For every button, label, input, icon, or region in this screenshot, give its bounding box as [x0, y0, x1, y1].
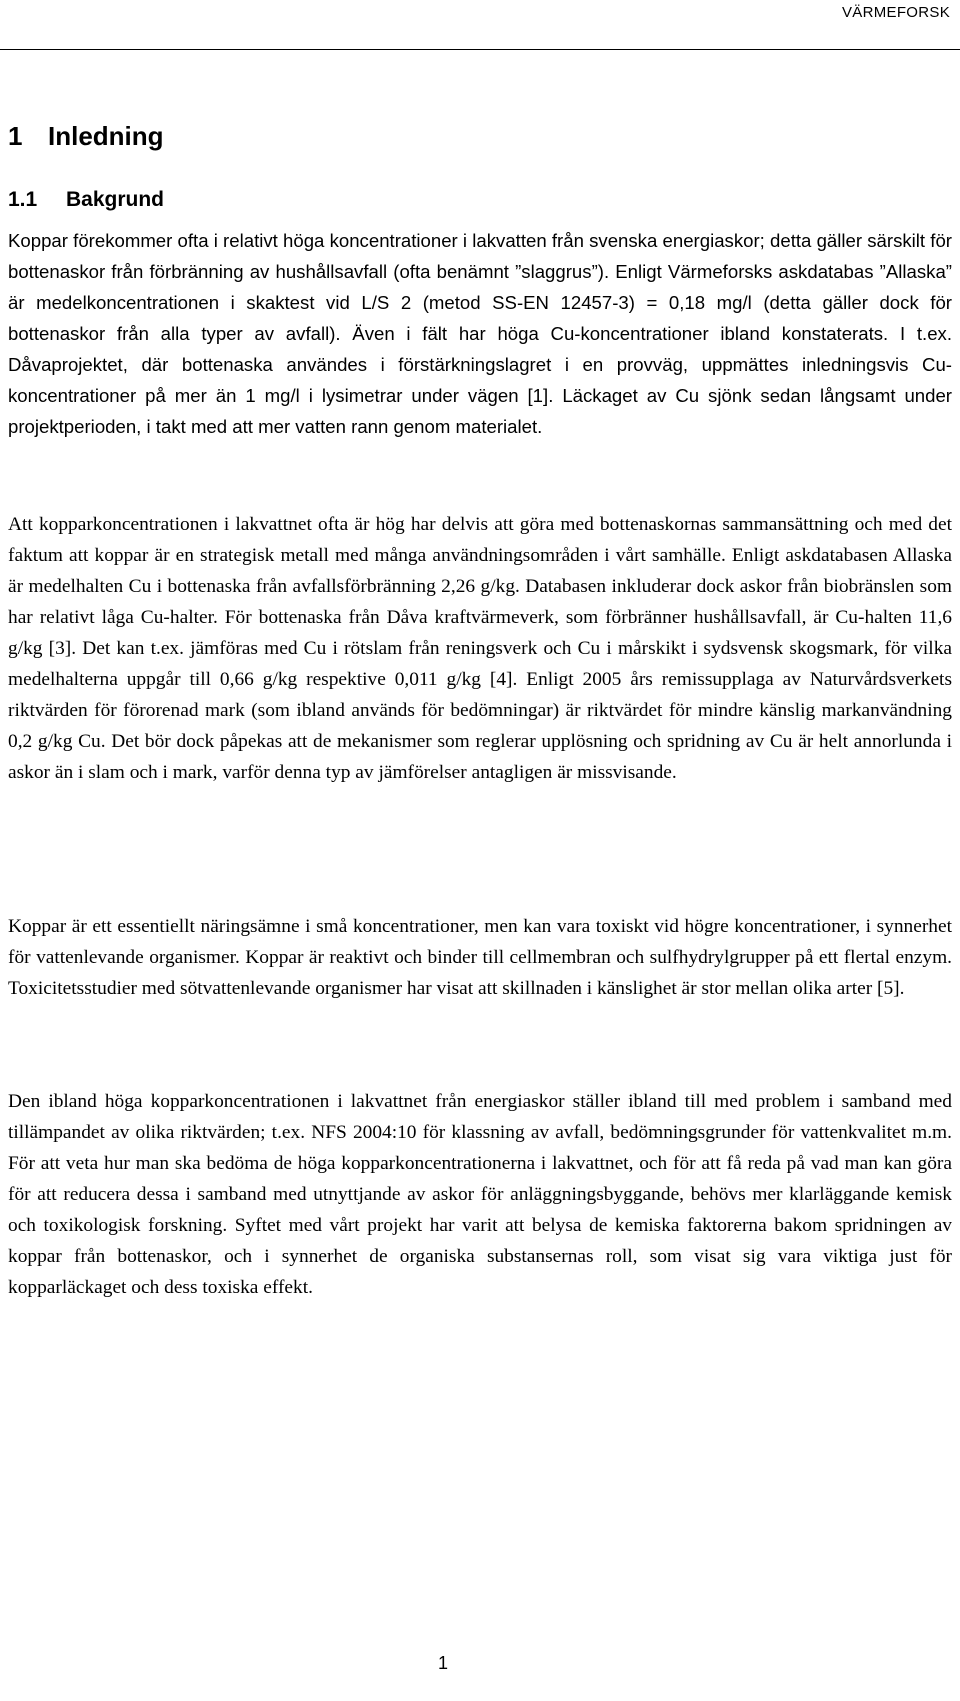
subsection-heading [8, 188, 164, 212]
subsection-title: Bakgrund [66, 188, 165, 211]
page-number: 1 [437, 1653, 448, 1673]
running-header: VÄRMEFORSK [841, 4, 950, 21]
body-paragraph-3: Koppar är ett essentiellt näringsämne i små koncentrationer, men kan vara toxiskt vid högre koncentrationer, i synnerhet för vattenlevande organismer. Koppar är reaktivt och binder till cellmembran och sulfhydrylgrupper på ett flertal enzym. Toxicitetsstudier med sötvattenlevande organismer har visat att skillnaden i känslighet är stor mellan olika arter [5]. [8, 916, 952, 999]
body-paragraph-2: Att kopparkoncentrationen i lakvattnet ofta är hög har delvis att göra med bottenaskornas sammansättning och med det faktum att koppar är en strategisk metall med många användningsområden i vårt samhälle. Enligt askdatabasen Allaska är medelhalten Cu i bottenaska från avfallsförbränning 2,26 g/kg. Databasen inkluderar dock askor från biobränslen som har relativt låga Cu-halter. För bottenaska från Dåva kraftvärmeverk, som förbränner hushållsavfall, är Cu-halten 11,6 g/kg [3]. Det kan t.ex. jämföras med Cu i rötslam från reningsverk och Cu i mårskikt i sydsvensk skogsmark, för vilka medelhalterna uppgår till 0,66 g/kg respektive 0,011 g/kg [4]. Enligt 2005 års remissupplaga av Naturvårdsverkets riktvärden för förorenad mark (som ibland används för bedömningar) är riktvärdet för mindre känslig markanvändning 0,2 g/kg Cu. Det bör dock påpekas att de mekanismer som reglerar upplösning och spridning av Cu är helt annorlunda i askor än i slam och i mark, varför denna typ av jämförelser antagligen är missvisande. [8, 514, 952, 783]
body-paragraph-4: Den ibland höga kopparkoncentrationen i lakvattnet från energiaskor ställer ibland till med problem i samband med tillämpandet av olika riktvärden; t.ex. NFS 2004:10 för klassning av avfall, bedömningsgrunder för vattenkvalitet m.m. För att veta hur man ska bedöma de höga kopparkoncentrationerna i lakvattnet, och för att få reda på vad man kan göra för att reducera dessa i samband med utnyttjande av askor för anläggningsbyggande, behövs mer klarläggande kemisk och toxikologisk forskning. Syftet med vårt projekt har varit att belysa de kemiska faktorerna bakom spridningen av koppar från bottenaskor, och i synnerhet de organiska substansernas roll, som visat sig vara viktiga just för kopparläckaget och dess toxiska effekt. [8, 1091, 952, 1298]
subsection-number: 1.1 [8, 188, 38, 211]
section-title: Inledning [48, 121, 164, 151]
section-heading [8, 121, 164, 152]
header-divider [0, 49, 960, 50]
body-paragraph-1: Koppar förekommer ofta i relativt höga koncentrationer i lakvatten från svenska energiaskor; detta gäller särskilt för bottenaskor från förbränning av hushållsavfall (ofta benämnt ”slaggrus”). Enligt Värmeforsks askdatabas ”Allaska” är medelkoncentrationen i skaktest vid L/S 2 (metod SS-EN 12457-3) = 0,18 mg/l (detta gäller dock för bottenaskor från alla typer av avfall). Även i fält har höga Cu-koncentrationer ibland konstaterats. I t.ex. Dåvaprojektet, där bottenaska användes i förstärkningslagret i en provväg, uppmättes inledningsvis Cu-koncentrationer på mer än 1 mg/l i lysimetrar under vägen [1]. Läckaget av Cu sjönk sedan långsamt under projektperioden, i takt med att mer vatten rann genom materialet. [8, 230, 952, 437]
section-number: 1 [8, 121, 23, 151]
